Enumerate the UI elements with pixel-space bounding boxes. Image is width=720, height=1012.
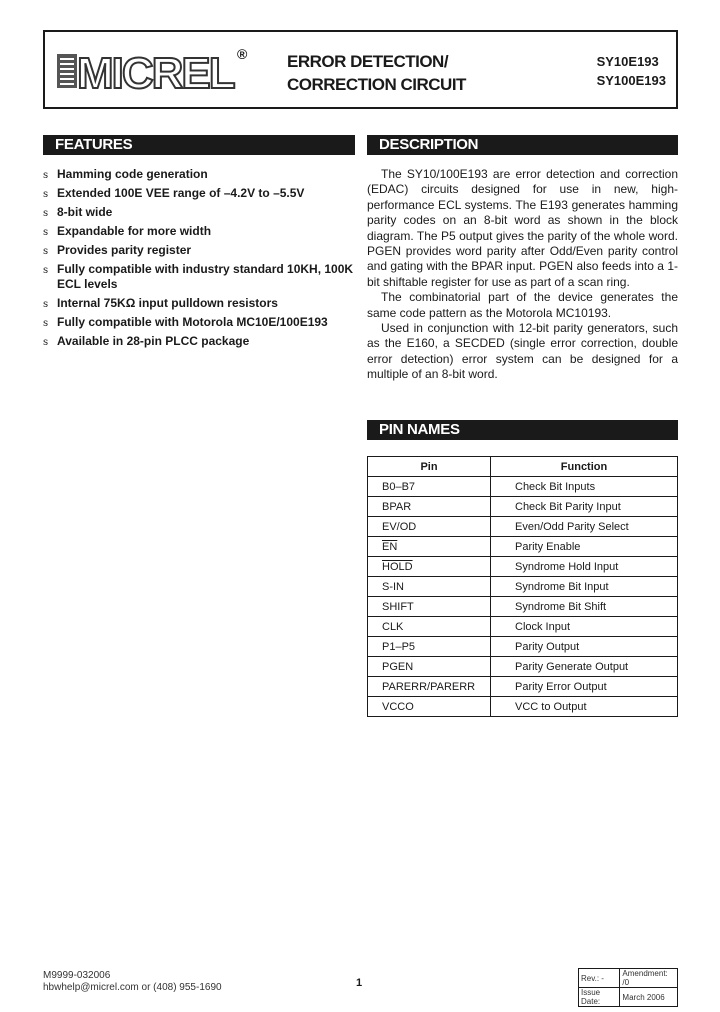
feature-item xyxy=(43,296,355,311)
bullet-icon: s xyxy=(43,227,49,238)
function-column-header: Function xyxy=(491,457,678,477)
function-cell: Parity Generate Output xyxy=(491,657,678,677)
pin-names-heading: PIN NAMES xyxy=(367,420,678,440)
feature-text: Hamming code generation xyxy=(57,167,208,181)
bullet-icon: s xyxy=(43,208,49,219)
function-cell: Syndrome Bit Input xyxy=(491,577,678,597)
part-numbers: SY10E193 SY100E193 xyxy=(596,54,666,88)
pin-cell: S-IN xyxy=(368,577,491,597)
table-row xyxy=(368,517,678,537)
function-cell: Even/Odd Parity Select xyxy=(491,517,678,537)
issue-label: Issue Date: xyxy=(579,988,620,1007)
function-cell: Parity Enable xyxy=(491,537,678,557)
table-row xyxy=(368,637,678,657)
description-body xyxy=(367,167,678,383)
pin-cell: $\overline{EN}$ xyxy=(368,537,491,557)
feature-item xyxy=(43,224,355,239)
function-cell: Parity Output xyxy=(491,637,678,657)
pin-cell: B0–B7 xyxy=(368,477,491,497)
table-row xyxy=(368,477,678,497)
pin-cell: HOLD xyxy=(368,557,491,577)
pin-cell: PGEN xyxy=(368,657,491,677)
features-heading: FEATURES xyxy=(43,135,355,155)
document-title: ERROR DETECTION/ CORRECTION CIRCUIT xyxy=(287,52,466,94)
table-row xyxy=(368,697,678,717)
feature-item xyxy=(43,186,355,201)
micrel-logo xyxy=(57,46,252,96)
page-number: 1 xyxy=(356,977,363,989)
bullet-icon: s xyxy=(43,170,49,181)
bullet-icon: s xyxy=(43,246,49,257)
description-paragraph: Used in conjunction with 12-bit parity generators, such as the E160, a SECDED (single error correction, double error detection) error system can be designed for a multiple of an 8-bit word. xyxy=(367,321,678,382)
table-row xyxy=(368,577,678,597)
svg-text:MICREL: MICREL xyxy=(77,49,234,96)
function-cell: Parity Error Output xyxy=(491,677,678,697)
feature-text: Available in 28-pin PLCC package xyxy=(57,334,250,348)
table-row xyxy=(368,497,678,517)
footer-info xyxy=(43,970,222,994)
pin-cell: BPAR xyxy=(368,497,491,517)
function-cell: Syndrome Bit Shift xyxy=(491,597,678,617)
amendment: Amendment: /0 xyxy=(620,969,678,988)
feature-item xyxy=(43,262,355,292)
function-cell: Check Bit Inputs xyxy=(491,477,678,497)
feature-item xyxy=(43,334,355,349)
rev-label: Rev.: - xyxy=(579,969,620,988)
feature-text: Internal 75KΩ input pulldown resistors xyxy=(57,296,278,310)
function-cell: Clock Input xyxy=(491,617,678,637)
function-cell: Check Bit Parity Input xyxy=(491,497,678,517)
issue-date: March 2006 xyxy=(620,988,678,1007)
feature-text: Fully compatible with industry standard 10KH, 100K ECL levels xyxy=(57,262,354,291)
pin-cell: P1–P5 xyxy=(368,637,491,657)
bullet-icon: s xyxy=(43,318,49,329)
feature-text: Expandable for more width xyxy=(57,224,212,238)
table-row xyxy=(368,657,678,677)
feature-item xyxy=(43,167,355,182)
bullet-icon: s xyxy=(43,189,49,200)
header-box xyxy=(43,30,678,109)
feature-item xyxy=(43,205,355,220)
pin-cell: PARERR/PARERR xyxy=(368,677,491,697)
bullet-icon: s xyxy=(43,265,49,276)
pin-cell: VCCO xyxy=(368,697,491,717)
revision-table xyxy=(578,968,678,1007)
feature-item xyxy=(43,243,355,258)
pin-cell: SHIFT xyxy=(368,597,491,617)
description-paragraph: The SY10/100E193 are error detection and correction (EDAC) circuits designed for use in new, high-performance ECL systems. The E193 generates hamming parity codes on an 8-bit word as shown in the block diagram. The P5 output gives the parity of the whole word. PGEN provides word parity after Odd/Even parity control and gating with the BPAR input. PGEN also feeds into a 1-bit shiftable register for use as part of a scan ring. xyxy=(367,167,678,289)
feature-item xyxy=(43,315,355,330)
feature-text: Provides parity register xyxy=(57,243,192,257)
table-row xyxy=(368,537,678,557)
feature-text: 8-bit wide xyxy=(57,205,113,219)
description-paragraph: The combinatorial part of the device generates the same code pattern as the Motorola MC10193. xyxy=(367,290,678,320)
function-cell: Syndrome Hold Input xyxy=(491,557,678,577)
pin-names-table xyxy=(367,456,678,717)
contact-info: hbwhelp@micrel.com or (408) 955-1690 xyxy=(43,982,222,993)
feature-text: Fully compatible with Motorola MC10E/100E193 xyxy=(57,315,328,329)
feature-text: Extended 100E VEE range of –4.2V to –5.5V xyxy=(57,186,305,200)
function-cell: VCC to Output xyxy=(491,697,678,717)
registered-mark: ® xyxy=(237,46,248,62)
table-row xyxy=(368,597,678,617)
table-row xyxy=(368,677,678,697)
pin-cell: CLK xyxy=(368,617,491,637)
description-heading: DESCRIPTION xyxy=(367,135,678,155)
features-list xyxy=(43,167,355,353)
table-row xyxy=(368,557,678,577)
bullet-icon: s xyxy=(43,337,49,348)
pin-column-header: Pin xyxy=(368,457,491,477)
pin-cell: EV/OD xyxy=(368,517,491,537)
bullet-icon: s xyxy=(43,299,49,310)
doc-number: M9999-032006 xyxy=(43,970,111,981)
table-row xyxy=(368,617,678,637)
